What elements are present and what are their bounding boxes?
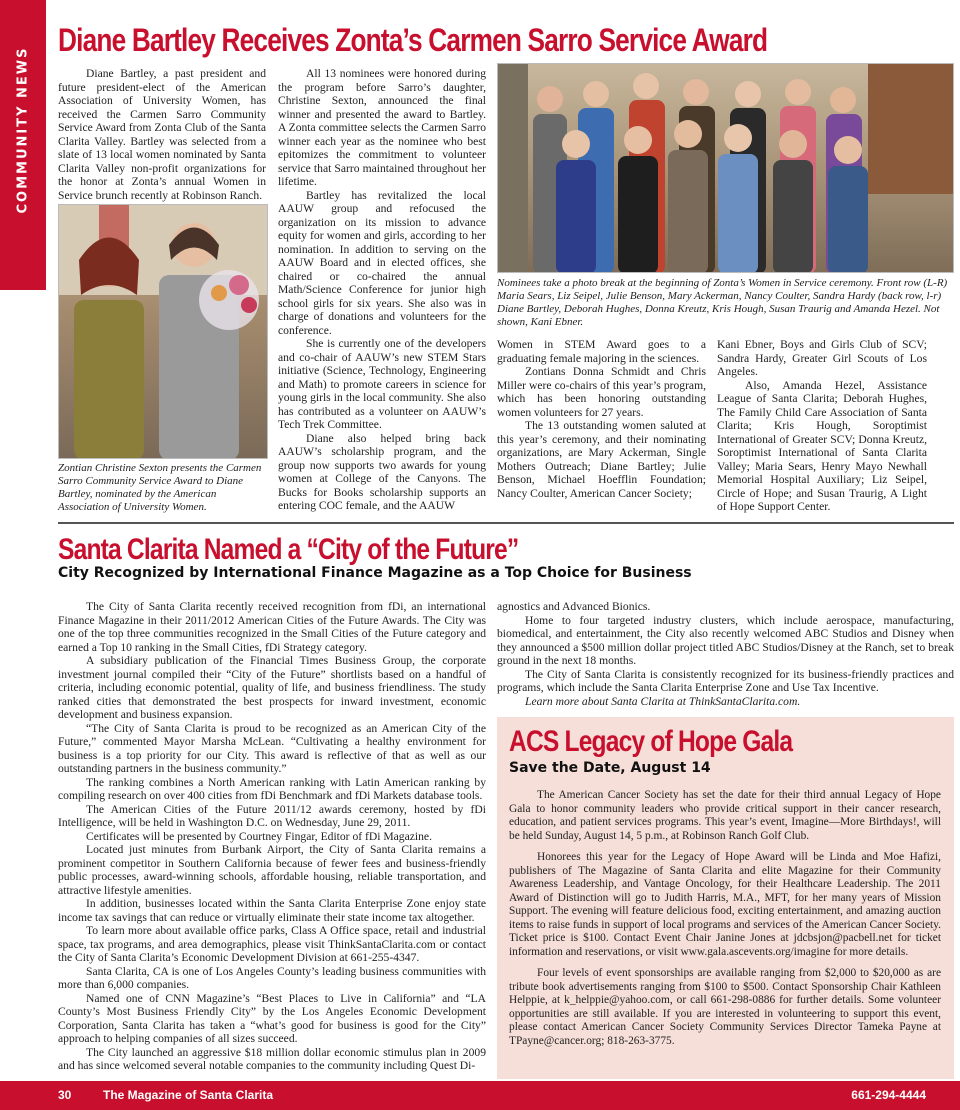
paragraph: Diane Bartley, a past president and future president-elect of the American Association of University Women, has received the Carmen Sarro Community Service Award from Zonta Club of the Santa Clarita Valley. Bartley was selected from a slate of 13 local women nominated by Santa Clarita Valley non-profit organizations for the honor at Zonta’s annual Women in Service brunch recently at Robinson Ranch. — [58, 67, 266, 202]
article-title-bartley: Diane Bartley Receives Zonta’s Carmen Sarro Service Award — [58, 22, 768, 58]
photo-award-caption: Zontian Christine Sexton presents the Carmen Sarro Community Service Award to Diane Bartley, nominated by the American Association of University Women. — [58, 462, 262, 513]
article1-column-1 — [58, 67, 266, 202]
paragraph: Four levels of event sponsorships are available ranging from $2,000 to $20,000 as are tribute book advertisements ranging from $100 to $500. Contact Sponsorship Chair Kathleen Helppie, at k_helppie@yahoo.com, or call 661-298-0886 for further details. Some volunteer opportunities are still available. If you are interested in volunteering to support this event, please contact American Cancer Society Community Services Director Tameka Payne at TPayne@cancer.org; 818-263-3775. — [509, 967, 941, 1047]
acs-gala-subtitle: Save the Date, August 14 — [509, 760, 711, 776]
paragraph: The City of Santa Clarita recently received recognition from fDi, an international Finance Magazine in their 2011/2012 American Cities of the Future Awards. The City was one of the top three communities recognized in the Small Cities of the Future category and earned a Top 10 ranking in the Small Cities, fDi Strategy category. — [58, 600, 486, 654]
article1-column-3 — [497, 338, 706, 500]
article2-right-column — [497, 600, 954, 708]
paragraph: Also, Amanda Hezel, Assistance League of Santa Clarita; Deborah Hughes, The Family Child Care Association of Santa Clarita; Kris Hough, Soroptimist International of Greater SCV; Donna Kreutz, Soroptimist International of Santa Clarita Valley; Maria Sears, Henry Mayo Newhall Memorial Hospital Auxiliary; Liz Seipel, Circle of Hope; and Susan Traurig, A Light of Hope Support Center. — [717, 378, 927, 513]
paragraph: Kani Ebner, Boys and Girls Club of SCV; Sandra Hardy, Greater Girl Scouts of Los Angeles. — [717, 338, 927, 378]
paragraph: agnostics and Advanced Bionics. — [497, 600, 651, 613]
photo-nominees-group-art — [498, 64, 954, 273]
photo-award-presentation-art — [59, 205, 268, 459]
section-tab-label: COMMUNITY NEWS — [15, 46, 31, 214]
paragraph: Zontians Donna Schmidt and Chris Miller were co-chairs of this year’s program, which has been honoring outstanding women volunteers for 27 years. — [497, 365, 706, 419]
paragraph: Santa Clarita, CA is one of Los Angeles County’s leading business communities with more than 6,000 companies. — [58, 964, 486, 991]
photo-nominees-group — [497, 63, 954, 273]
paragraph: She is currently one of the developers and co-chair of AAUW’s new STEM Stars initiative (Science, Technology, Engineering and Math) to promote careers in science for young girls in the local community. She also has contributed as a volunteer on AAUW’s Tech Trek Committee. — [278, 337, 486, 431]
paragraph: Women in STEM Award goes to a graduating female majoring in the sciences. — [497, 338, 706, 365]
paragraph: Certificates will be presented by Courtney Fingar, Editor of fDi Magazine. — [86, 829, 432, 843]
section-tab — [0, 0, 46, 290]
magazine-name: The Magazine of Santa Clarita — [103, 1088, 274, 1102]
paragraph: The City of Santa Clarita is consistently recognized for its business-friendly practices and programs, which include the Santa Clarita Enterprise Zone and Use Tax Incentive. — [497, 667, 954, 694]
article-subtitle-city-future: City Recognized by International Finance Magazine as a Top Choice for Business — [58, 565, 692, 581]
article2-left-column — [58, 600, 486, 1073]
paragraph: In addition, businesses located within the Santa Clarita Enterprise Zone enjoy state income tax savings that can reduce or virtually eliminate their state income tax altogether. — [58, 897, 486, 924]
paragraph: “The City of Santa Clarita is proud to be recognized as an American City of the Future,” commented Mayor Marsha McLean. “Cultivating a healthy environment for business is a top priority for our City. This award is reflective of that as well as our outstanding partners in the business community.” — [58, 721, 486, 775]
acs-gala-title: ACS Legacy of Hope Gala — [509, 725, 793, 758]
paragraph: The ranking combines a North American ranking with Latin American ranking by compiling research on over 400 cities from fDi Benchmark and fDi Markets database tools. — [58, 775, 486, 802]
paragraph: Bartley has revitalized the local AAUW group and refocused the organization on its mission to advance equity for women and girls, according to her nomination. In addition to serving on the AAUW Board and in elected offices, she chaired or co-chaired the annual Math/Science Conference for junior high school girls for six years. She also was in charge of donations and volunteers for the conference. — [278, 188, 486, 337]
paragraph: All 13 nominees were honored during the program before Sarro’s daughter, Christine Sexton, announced the final winner and presented the award to Bartley. A Zonta committee selects the Carmen Sarro winner each year as the nominee who best epitomizes the commitment to volunteer service that Sarro maintained throughout her lifetime. — [278, 67, 486, 188]
paragraph: Diane also helped bring back AAUW’s scholarship program, and the group now supports two awards for young women at College of the Canyons. The Bucks for Books scholarship supports an entering COC female, and the AAUW — [278, 431, 486, 512]
paragraph: Named one of CNN Magazine’s “Best Places to Live in California” and “LA County’s Most Business Friendly City” by the Los Angeles Economic Development Corporation, Santa Clarita has taken a “what’s good for business is good for the City” approach to helping companies of all sizes succeed. — [58, 991, 486, 1045]
section-divider — [58, 522, 954, 524]
page-number: 30 — [58, 1088, 72, 1102]
acs-gala-box — [497, 717, 954, 1079]
photo-award-presentation — [58, 204, 268, 459]
paragraph: The American Cancer Society has set the date for their third annual Legacy of Hope Gala to honor community leaders who provide critical support in their cancer research, education, and patient services programs. This year’s event, Imagine—More Birthdays!, will be held Sunday, August 14, 5 p.m., at Robinson Ranch Golf Club. — [509, 789, 941, 842]
paragraph: Home to four targeted industry clusters, which include aerospace, manufacturing, biomedical, and entertainment, the City also recently welcomed ABC Studios and Disney when they announced a $500 million dollar project titled ABC Studios/Disney at the Ranch, set to break ground in the next 18 months. — [497, 613, 954, 667]
article1-column-4 — [717, 338, 927, 514]
article1-column-2 — [278, 67, 486, 513]
photo-nominees-caption: Nominees take a photo break at the beginning of Zonta’s Women in Service ceremony. Front row (L-R) Maria Sears, Liz Seipel, Julie Benson, Mary Ackerman, Nancy Coulter, Sandra Hardy (back row, l-r) Diane Bartley, Deborah Hughes, Donna Kreutz, Kris Hough, Susan Traurig and Amanda Hezel. Not shown, Kani Ebner. — [497, 277, 948, 328]
paragraph: The American Cities of the Future 2011/12 awards ceremony, hosted by fDi Intelligence, will be held in Washington D.C. on Wednesday, June 29, 2011. — [58, 802, 486, 829]
paragraph: Honorees this year for the Legacy of Hope Award will be Linda and Moe Hafizi, publishers of The Magazine of Santa Clarita and elite Magazine for their Community Awareness Leadership, and Vantage Oncology, for their Healthcare Leadership. The 2011 Award of Distinction will go to Judith Harris, M.A., MFT, for her many years of Mission Support. The evening will feature delicious food, exciting entertainment, and amazing auction items to raise funds in support of local programs and services of the American Cancer Society. Ticket price is $100. Contact Event Chair Janine Jones at jdcbsjon@pacbell.net for ticket information and reservations, or visit www.gala.ascevents.org/imagine for more details. — [509, 851, 941, 958]
page-footer — [0, 1081, 960, 1110]
article-title-city-future: Santa Clarita Named a “City of the Future” — [58, 533, 519, 566]
learn-more-link: Learn more about Santa Clarita at ThinkSantaClarita.com. — [525, 694, 801, 708]
paragraph: The 13 outstanding women saluted at this year’s ceremony, and their nominating organizations, are Mary Ackerman, Single Mothers Outreach; Diane Bartley; Julie Benson, Michael Hoefflin Foundation; Nancy Coulter, American Cancer Society; — [497, 419, 706, 500]
paragraph: Located just minutes from Burbank Airport, the City of Santa Clarita remains a prominent competitor in Southern California because of fewer fees and business-friendly public processes, award-winning schools, affordable housing, reliable transportation, and attractive lifestyle amenities. — [58, 843, 486, 897]
paragraph: A subsidiary publication of the Financial Times Business Group, the corporate investment journal compiled their “City of the Future” shortlists based on a handful of criteria, including economic potential, quality of life, and business friendliness. The study ranked cities that demonstrated the best prospects for inward investment, economic development and business expansion. — [58, 654, 486, 721]
acs-gala-body — [509, 789, 941, 1048]
paragraph: To learn more about available office parks, Class A Office space, retail and industrial space, tax programs, and area demographics, please visit ThinkSantaClarita.com or contact the City of Santa Clarita’s Economic Development Division at 661-255-4347. — [58, 924, 486, 964]
paragraph: The City launched an aggressive $18 million dollar economic stimulus plan in 2009 and has since welcomed several notable companies to the community including Quest Di- — [58, 1045, 486, 1072]
footer-phone: 661-294-4444 — [851, 1088, 926, 1102]
